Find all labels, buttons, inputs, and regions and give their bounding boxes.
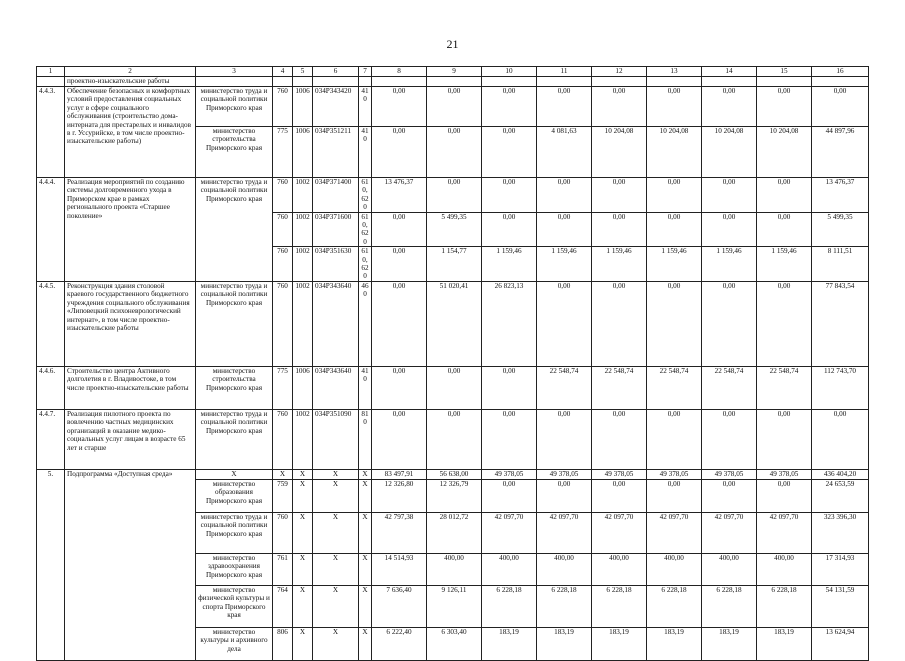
value-cell: 42 097,70 bbox=[757, 512, 812, 553]
executor-cell: министерство труда и социальной политики Приморского края bbox=[196, 281, 273, 366]
value-cell: 51 020,41 bbox=[427, 281, 482, 366]
value-cell: 112 743,70 bbox=[812, 366, 869, 409]
code-cell: X bbox=[359, 627, 372, 660]
column-number-header: 9 bbox=[427, 67, 482, 77]
value-cell: 22 548,74 bbox=[702, 366, 757, 409]
value-cell: 0,00 bbox=[372, 212, 427, 247]
code-cell: 760 bbox=[273, 178, 293, 213]
value-cell: 0,00 bbox=[592, 479, 647, 512]
code-cell: X bbox=[313, 585, 359, 627]
code-cell: 760 bbox=[273, 212, 293, 247]
executor-cell: X bbox=[196, 469, 273, 479]
value-cell: 13 624,94 bbox=[812, 627, 869, 660]
value-cell: 183,19 bbox=[757, 627, 812, 660]
value-cell: 0,00 bbox=[482, 409, 537, 469]
value-cell: 8 111,51 bbox=[812, 247, 869, 282]
column-number-header: 16 bbox=[812, 67, 869, 77]
code-cell: X bbox=[359, 512, 372, 553]
value-cell: 400,00 bbox=[757, 553, 812, 585]
value-cell: 0,00 bbox=[702, 87, 757, 127]
empty-cell bbox=[196, 77, 273, 87]
column-number-header: 3 bbox=[196, 67, 273, 77]
value-cell: 6 228,18 bbox=[647, 585, 702, 627]
code-cell: X bbox=[273, 469, 293, 479]
code-cell: X bbox=[359, 553, 372, 585]
empty-cell bbox=[359, 77, 372, 87]
value-cell: 83 497,91 bbox=[372, 469, 427, 479]
name-cell: Реализация пилотного проекта по вовлечению частных медицинских организаций в оказание медико-социальных услуг лицам в возрасте 65 лет и старше bbox=[65, 409, 196, 469]
value-cell: 17 314,93 bbox=[812, 553, 869, 585]
budget-table bbox=[36, 66, 869, 661]
value-cell: 0,00 bbox=[757, 409, 812, 469]
value-cell: 0,00 bbox=[372, 366, 427, 409]
empty-cell bbox=[313, 77, 359, 87]
code-cell: 034Р371600 bbox=[313, 212, 359, 247]
value-cell: 0,00 bbox=[482, 479, 537, 512]
code-cell: 760 bbox=[273, 87, 293, 127]
column-number-header: 2 bbox=[65, 67, 196, 77]
value-cell: 0,00 bbox=[482, 127, 537, 178]
value-cell: 0,00 bbox=[427, 409, 482, 469]
table-row bbox=[37, 366, 869, 409]
column-number-header: 12 bbox=[592, 67, 647, 77]
value-cell: 49 378,05 bbox=[537, 469, 592, 479]
code-cell: 034Р351090 bbox=[313, 409, 359, 469]
code-cell: 610, 620 bbox=[359, 247, 372, 282]
value-cell: 0,00 bbox=[427, 87, 482, 127]
value-cell: 6 228,18 bbox=[482, 585, 537, 627]
table-row bbox=[37, 178, 869, 213]
value-cell: 183,19 bbox=[702, 627, 757, 660]
empty-cell bbox=[273, 77, 293, 87]
num-cell: 4.4.6. bbox=[37, 366, 65, 409]
value-cell: 42 097,70 bbox=[702, 512, 757, 553]
value-cell: 10 204,08 bbox=[647, 127, 702, 178]
executor-cell: министерство образования Приморского края bbox=[196, 479, 273, 512]
value-cell: 22 548,74 bbox=[647, 366, 702, 409]
value-cell: 0,00 bbox=[757, 87, 812, 127]
value-cell: 13 476,37 bbox=[812, 178, 869, 213]
value-cell: 400,00 bbox=[647, 553, 702, 585]
value-cell: 49 378,05 bbox=[592, 469, 647, 479]
column-number-header: 13 bbox=[647, 67, 702, 77]
column-number-header: 15 bbox=[757, 67, 812, 77]
value-cell: 1 159,46 bbox=[647, 247, 702, 282]
num-cell: 5. bbox=[37, 469, 65, 660]
value-cell: 0,00 bbox=[482, 178, 537, 213]
value-cell: 0,00 bbox=[647, 409, 702, 469]
value-cell: 42 097,70 bbox=[647, 512, 702, 553]
column-number-header: 6 bbox=[313, 67, 359, 77]
value-cell: 0,00 bbox=[427, 127, 482, 178]
value-cell: 5 499,35 bbox=[427, 212, 482, 247]
code-cell: X bbox=[293, 469, 313, 479]
value-cell: 0,00 bbox=[702, 281, 757, 366]
name-cell: Реконструкция здания столовой краевого государственного бюджетного учреждения социального обслуживания «Липовецкий психоневрологический интернат», в том числе проектно-изыскательские работы bbox=[65, 281, 196, 366]
value-cell: 6 222,40 bbox=[372, 627, 427, 660]
empty-cell bbox=[702, 77, 757, 87]
value-cell: 0,00 bbox=[647, 212, 702, 247]
value-cell: 0,00 bbox=[537, 409, 592, 469]
value-cell: 0,00 bbox=[372, 409, 427, 469]
value-cell: 28 012,72 bbox=[427, 512, 482, 553]
value-cell: 400,00 bbox=[702, 553, 757, 585]
empty-cell bbox=[592, 77, 647, 87]
value-cell: 183,19 bbox=[537, 627, 592, 660]
code-cell: 034Р343420 bbox=[313, 87, 359, 127]
value-cell: 42 097,70 bbox=[482, 512, 537, 553]
column-number-header: 8 bbox=[372, 67, 427, 77]
value-cell: 54 131,59 bbox=[812, 585, 869, 627]
value-cell: 0,00 bbox=[537, 87, 592, 127]
value-cell: 42 097,70 bbox=[592, 512, 647, 553]
value-cell: 0,00 bbox=[757, 212, 812, 247]
value-cell: 5 499,35 bbox=[812, 212, 869, 247]
column-number-header: 5 bbox=[293, 67, 313, 77]
value-cell: 0,00 bbox=[372, 247, 427, 282]
value-cell: 0,00 bbox=[812, 409, 869, 469]
value-cell: 49 378,05 bbox=[702, 469, 757, 479]
value-cell: 12 326,79 bbox=[427, 479, 482, 512]
value-cell: 400,00 bbox=[537, 553, 592, 585]
code-cell: 1002 bbox=[293, 409, 313, 469]
value-cell: 400,00 bbox=[482, 553, 537, 585]
value-cell: 7 636,40 bbox=[372, 585, 427, 627]
value-cell: 6 303,40 bbox=[427, 627, 482, 660]
value-cell: 323 396,30 bbox=[812, 512, 869, 553]
code-cell: X bbox=[293, 479, 313, 512]
value-cell: 436 404,20 bbox=[812, 469, 869, 479]
code-cell: 761 bbox=[273, 553, 293, 585]
value-cell: 10 204,08 bbox=[702, 127, 757, 178]
num-cell bbox=[37, 77, 65, 87]
value-cell: 0,00 bbox=[647, 281, 702, 366]
value-cell: 9 126,11 bbox=[427, 585, 482, 627]
value-cell: 1 159,46 bbox=[537, 247, 592, 282]
code-cell: 1006 bbox=[293, 366, 313, 409]
code-cell: 775 bbox=[273, 366, 293, 409]
value-cell: 22 548,74 bbox=[757, 366, 812, 409]
num-cell: 4.4.7. bbox=[37, 409, 65, 469]
value-cell: 12 326,80 bbox=[372, 479, 427, 512]
value-cell: 0,00 bbox=[592, 212, 647, 247]
empty-cell bbox=[293, 77, 313, 87]
value-cell: 4 081,63 bbox=[537, 127, 592, 178]
code-cell: X bbox=[359, 469, 372, 479]
value-cell: 10 204,08 bbox=[592, 127, 647, 178]
code-cell: X bbox=[293, 585, 313, 627]
empty-cell bbox=[372, 77, 427, 87]
code-cell: 760 bbox=[273, 247, 293, 282]
value-cell: 44 897,96 bbox=[812, 127, 869, 178]
value-cell: 6 228,18 bbox=[537, 585, 592, 627]
value-cell: 0,00 bbox=[702, 212, 757, 247]
code-cell: 610, 620 bbox=[359, 212, 372, 247]
column-number-header: 11 bbox=[537, 67, 592, 77]
table-row bbox=[37, 409, 869, 469]
empty-cell bbox=[647, 77, 702, 87]
code-cell: 1002 bbox=[293, 247, 313, 282]
value-cell: 14 514,93 bbox=[372, 553, 427, 585]
value-cell: 0,00 bbox=[647, 479, 702, 512]
value-cell: 0,00 bbox=[647, 178, 702, 213]
value-cell: 0,00 bbox=[372, 87, 427, 127]
value-cell: 183,19 bbox=[482, 627, 537, 660]
empty-cell bbox=[427, 77, 482, 87]
code-cell: X bbox=[293, 512, 313, 553]
value-cell: 400,00 bbox=[592, 553, 647, 585]
code-cell: 410 bbox=[359, 87, 372, 127]
empty-cell bbox=[812, 77, 869, 87]
value-cell: 0,00 bbox=[537, 281, 592, 366]
num-cell: 4.4.5. bbox=[37, 281, 65, 366]
code-cell: 410 bbox=[359, 127, 372, 178]
executor-cell: министерство труда и социальной политики Приморского края bbox=[196, 178, 273, 282]
value-cell: 0,00 bbox=[757, 479, 812, 512]
column-number-header: 4 bbox=[273, 67, 293, 77]
value-cell: 0,00 bbox=[482, 87, 537, 127]
code-cell: 810 bbox=[359, 409, 372, 469]
code-cell: 760 bbox=[273, 409, 293, 469]
value-cell: 77 843,54 bbox=[812, 281, 869, 366]
value-cell: 13 476,37 bbox=[372, 178, 427, 213]
table-row bbox=[37, 87, 869, 127]
value-cell: 0,00 bbox=[647, 87, 702, 127]
executor-cell: министерство здравоохранения Приморского края bbox=[196, 553, 273, 585]
num-cell: 4.4.3. bbox=[37, 87, 65, 178]
column-number-header: 14 bbox=[702, 67, 757, 77]
code-cell: 1002 bbox=[293, 178, 313, 213]
value-cell: 0,00 bbox=[427, 366, 482, 409]
code-cell: 1006 bbox=[293, 87, 313, 127]
value-cell: 0,00 bbox=[592, 87, 647, 127]
code-cell: X bbox=[313, 512, 359, 553]
code-cell: 1006 bbox=[293, 127, 313, 178]
value-cell: 49 378,05 bbox=[482, 469, 537, 479]
code-cell: 806 bbox=[273, 627, 293, 660]
value-cell: 42 797,38 bbox=[372, 512, 427, 553]
code-cell: 034Р351630 bbox=[313, 247, 359, 282]
code-cell: 034Р351211 bbox=[313, 127, 359, 178]
value-cell: 1 159,46 bbox=[482, 247, 537, 282]
code-cell: X bbox=[293, 553, 313, 585]
value-cell: 0,00 bbox=[427, 178, 482, 213]
value-cell: 1 159,46 bbox=[702, 247, 757, 282]
value-cell: 42 097,70 bbox=[537, 512, 592, 553]
code-cell: 1002 bbox=[293, 281, 313, 366]
table-row bbox=[37, 469, 869, 479]
empty-cell bbox=[537, 77, 592, 87]
value-cell: 22 548,74 bbox=[537, 366, 592, 409]
name-cell: Подпрограмма «Доступная среда» bbox=[65, 469, 196, 660]
executor-cell: министерство труда и социальной политики Приморского края bbox=[196, 512, 273, 553]
value-cell: 6 228,18 bbox=[702, 585, 757, 627]
name-cell: Обеспечение безопасных и комфортных условий предоставления социальных услуг в сфере социального обслуживания (строительство дома-интерната для престарелых и инвалидов в г. Уссурийске, в том числе проектно-изыскательские работы) bbox=[65, 87, 196, 178]
value-cell: 10 204,08 bbox=[757, 127, 812, 178]
executor-cell: министерство строительства Приморского края bbox=[196, 127, 273, 178]
value-cell: 0,00 bbox=[372, 127, 427, 178]
value-cell: 0,00 bbox=[482, 366, 537, 409]
empty-cell bbox=[482, 77, 537, 87]
code-cell: 1002 bbox=[293, 212, 313, 247]
value-cell: 1 159,46 bbox=[592, 247, 647, 282]
value-cell: 0,00 bbox=[702, 178, 757, 213]
code-cell: 775 bbox=[273, 127, 293, 178]
code-cell: 764 bbox=[273, 585, 293, 627]
value-cell: 0,00 bbox=[592, 409, 647, 469]
code-cell: X bbox=[313, 469, 359, 479]
code-cell: 034Р343640 bbox=[313, 366, 359, 409]
executor-cell: министерство труда и социальной политики Приморского края bbox=[196, 409, 273, 469]
value-cell: 6 228,18 bbox=[592, 585, 647, 627]
value-cell: 6 228,18 bbox=[757, 585, 812, 627]
value-cell: 1 154,77 bbox=[427, 247, 482, 282]
value-cell: 49 378,05 bbox=[757, 469, 812, 479]
code-cell: 610, 620 bbox=[359, 178, 372, 213]
header-row bbox=[37, 67, 869, 77]
name-cell: Реализация мероприятий по созданию системы долговременного ухода в Приморском крае в рамках регионального проекта «Старшее поколение» bbox=[65, 178, 196, 282]
executor-cell: министерство культуры и архивного дела bbox=[196, 627, 273, 660]
code-cell: 759 bbox=[273, 479, 293, 512]
continuation-row bbox=[37, 77, 869, 87]
value-cell: 0,00 bbox=[812, 87, 869, 127]
executor-cell: министерство физической культуры и спорта Приморского края bbox=[196, 585, 273, 627]
code-cell: 460 bbox=[359, 281, 372, 366]
code-cell: 034Р371400 bbox=[313, 178, 359, 213]
column-number-header: 7 bbox=[359, 67, 372, 77]
code-cell: X bbox=[293, 627, 313, 660]
value-cell: 0,00 bbox=[757, 281, 812, 366]
value-cell: 0,00 bbox=[482, 212, 537, 247]
value-cell: 0,00 bbox=[757, 178, 812, 213]
code-cell: X bbox=[313, 479, 359, 512]
value-cell: 0,00 bbox=[537, 479, 592, 512]
value-cell: 400,00 bbox=[427, 553, 482, 585]
value-cell: 56 638,00 bbox=[427, 469, 482, 479]
code-cell: X bbox=[313, 553, 359, 585]
num-cell: 4.4.4. bbox=[37, 178, 65, 282]
code-cell: X bbox=[359, 585, 372, 627]
value-cell: 24 653,59 bbox=[812, 479, 869, 512]
value-cell: 0,00 bbox=[702, 409, 757, 469]
column-number-header: 10 bbox=[482, 67, 537, 77]
code-cell: 760 bbox=[273, 512, 293, 553]
executor-cell: министерство труда и социальной политики Приморского края bbox=[196, 87, 273, 127]
value-cell: 22 548,74 bbox=[592, 366, 647, 409]
value-cell: 26 823,13 bbox=[482, 281, 537, 366]
value-cell: 0,00 bbox=[537, 212, 592, 247]
name-cell: Строительство центра Активного долголетия в г. Владивостоке, в том числе проектно-изыскательские работы bbox=[65, 366, 196, 409]
executor-cell: министерство строительства Приморского края bbox=[196, 366, 273, 409]
code-cell: 760 bbox=[273, 281, 293, 366]
value-cell: 0,00 bbox=[702, 479, 757, 512]
value-cell: 183,19 bbox=[647, 627, 702, 660]
code-cell: X bbox=[359, 479, 372, 512]
value-cell: 0,00 bbox=[537, 178, 592, 213]
code-cell: X bbox=[313, 627, 359, 660]
table-row bbox=[37, 281, 869, 366]
value-cell: 0,00 bbox=[592, 281, 647, 366]
value-cell: 0,00 bbox=[592, 178, 647, 213]
code-cell: 410 bbox=[359, 366, 372, 409]
code-cell: 034Р343640 bbox=[313, 281, 359, 366]
page-number: 21 bbox=[446, 37, 459, 51]
value-cell: 183,19 bbox=[592, 627, 647, 660]
name-cell: проектно-изыскательские работы bbox=[65, 77, 196, 87]
value-cell: 0,00 bbox=[372, 281, 427, 366]
column-number-header: 1 bbox=[37, 67, 65, 77]
value-cell: 1 159,46 bbox=[757, 247, 812, 282]
empty-cell bbox=[757, 77, 812, 87]
value-cell: 49 378,05 bbox=[647, 469, 702, 479]
